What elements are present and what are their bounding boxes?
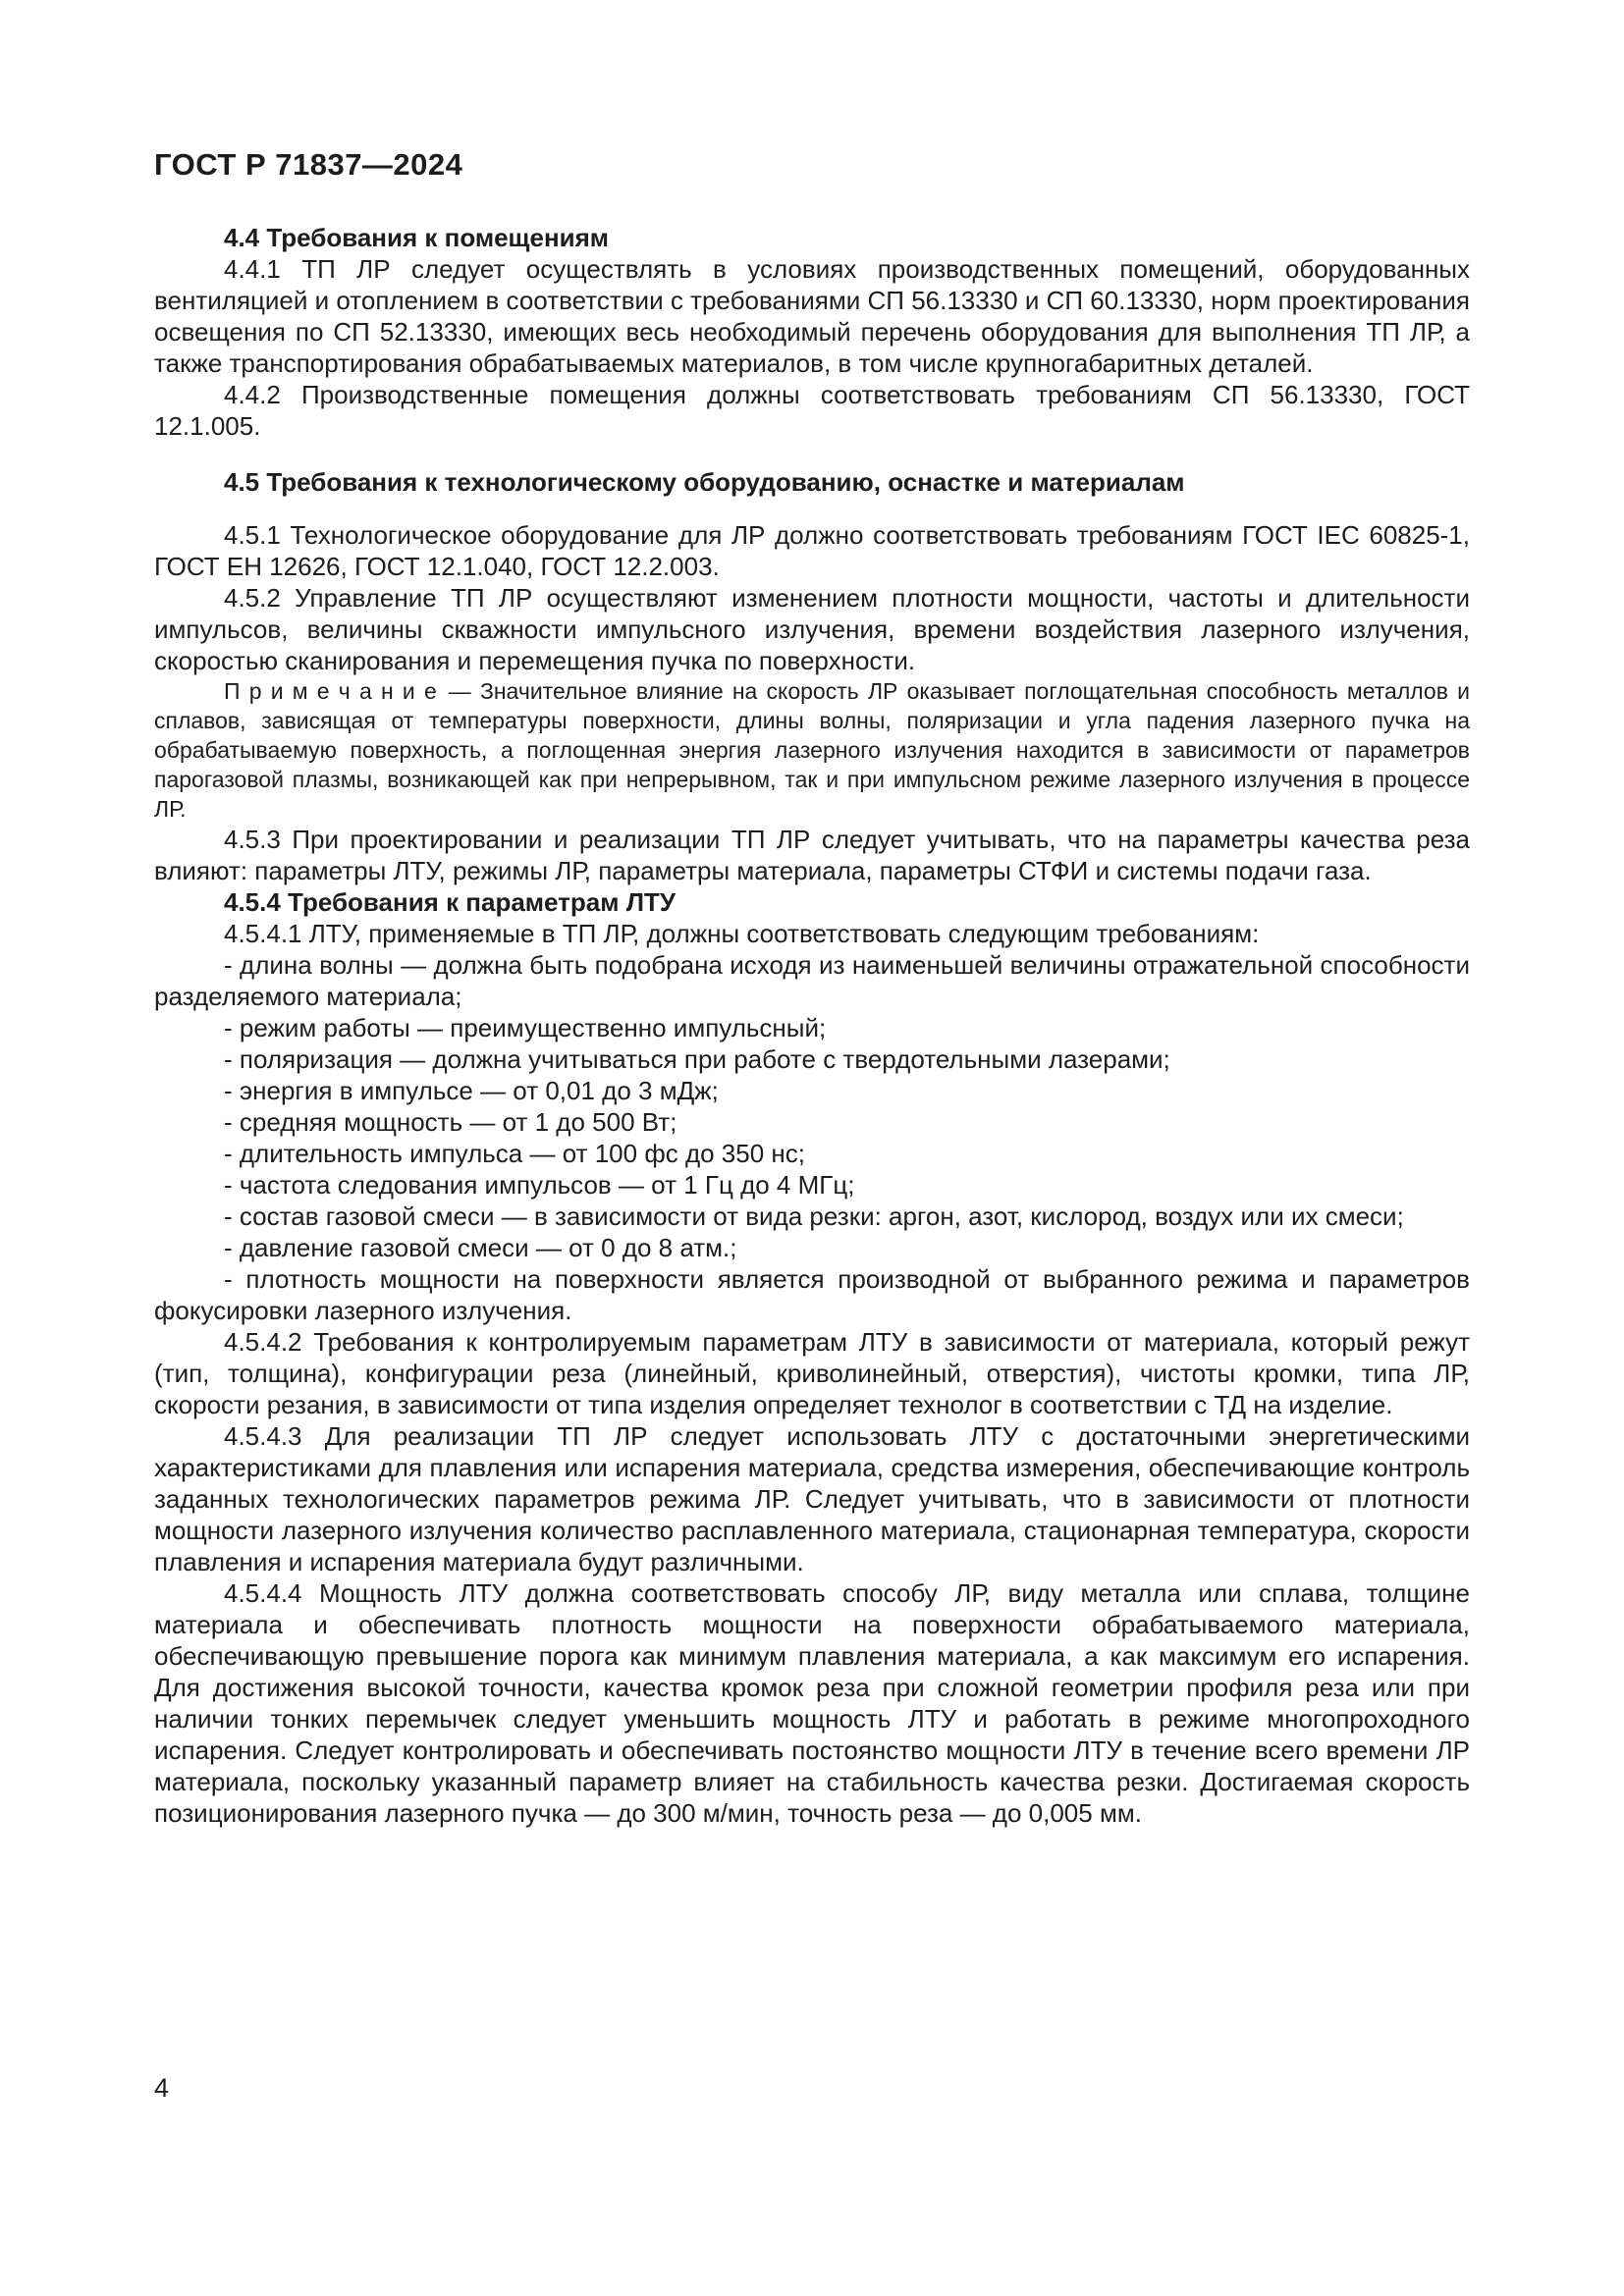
note-label: П р и м е ч а н и е xyxy=(224,678,437,704)
list-item-pulse-frequency: - частота следования импульсов — от 1 Гц до 4 МГц; xyxy=(224,1170,855,1200)
page-number: 4 xyxy=(154,2073,170,2103)
paragraph-4-5-3: 4.5.3 При проектировании и реализации ТП ЛР следует учитывать, что на параметры качества реза влияют: параметры ЛТУ, режимы ЛР, параметры материала, параметры СТФИ и системы подачи газа. xyxy=(154,825,1470,885)
list-item-polarization: - поляризация — должна учитываться при работе с твердотельными лазерами; xyxy=(224,1044,1170,1074)
list-item-pulse-duration: - длительность импульса — от 100 фс до 350 нс; xyxy=(224,1139,805,1168)
paragraph-4-5-4-4: 4.5.4.4 Мощность ЛТУ должна соответствовать способу ЛР, виду металла или сплава, толщине материала и обеспечивать плотность мощности на поверхности обрабатываемого материала, обеспечивающую превышение порога как минимум плавления материала, а как максимум его испарения. Для достижения высокой точности, качества кромок реза при сложной геометрии профиля реза или при наличии тонких перемычек следует уменьшить мощность ЛТУ и работать в режиме многопроходного испарения. Следует контролировать и обеспечивать постоянство мощности ЛТУ в течение всего времени ЛР материала, поскольку указанный параметр влияет на стабильность качества резки. Достигаемая скорость позиционирования лазерного пучка — до 300 м/мин, точность реза — до 0,005 мм. xyxy=(154,1578,1470,1828)
note-text: — Значительное влияние на скорость ЛР оказывает поглощательная способность металлов и сплавов, зависящая от температуры поверхности, длины волны, поляризации и угла падения лазерного пучка на обрабатываемую поверхность, а поглощенная энергия лазерного излучения находится в зависимости от параметров парогазовой плазмы, возникающей как при непрерывном, так и при импульсном режиме лазерного излучения в процессе ЛР. xyxy=(154,678,1470,822)
list-item-gas-pressure: - давление газовой смеси — от 0 до 8 атм.; xyxy=(224,1233,737,1262)
list-item-gas-composition: - состав газовой смеси — в зависимости от вида резки: аргон, азот, кислород, воздух или их смеси; xyxy=(224,1201,1404,1231)
paragraph-4-4-1: 4.4.1 ТП ЛР следует осуществлять в условиях производственных помещений, оборудованных вентиляцией и отоплением в соответствии с требованиями СП 56.13330 и СП 60.13330, норм проектирования освещения по СП 52.13330, имеющих весь необходимый перечень оборудования для выполнения ТП ЛР, а также транспортирования обрабатываемых материалов, в том числе крупногабаритных деталей. xyxy=(154,254,1470,378)
list-item-average-power: - средняя мощность — от 1 до 500 Вт; xyxy=(224,1107,677,1137)
list-item-operating-mode: - режим работы — преимущественно импульсный; xyxy=(224,1013,827,1042)
subsection-heading-4-5-4: 4.5.4 Требования к параметрам ЛТУ xyxy=(224,887,676,917)
list-item-pulse-energy: - энергия в импульсе — от 0,01 до 3 мДж; xyxy=(224,1076,719,1105)
document-number: ГОСТ Р 71837—2024 xyxy=(154,147,463,182)
paragraph-4-5-2: 4.5.2 Управление ТП ЛР осуществляют изменением плотности мощности, частоты и длительности импульсов, величины скважности импульсного излучения, времени воздействия лазерного излучения, скоростью сканирования и перемещения пучка по поверхности. xyxy=(154,583,1470,675)
section-heading-4-5: 4.5 Требования к технологическому оборудованию, оснастке и материалам xyxy=(224,467,1185,497)
paragraph-4-4-2: 4.4.2 Производственные помещения должны соответствовать требованиям СП 56.13330, ГОСТ 12.1.005. xyxy=(154,380,1470,441)
paragraph-4-5-4-2: 4.5.4.2 Требования к контролируемым параметрам ЛТУ в зависимости от материала, который режут (тип, толщина), конфигурации реза (линейный, криволинейный, отверстия), чистоты кромки, типа ЛР, скорости резания, в зависимости от типа изделия определяет технолог в соответствии с ТД на изделие. xyxy=(154,1327,1470,1419)
list-item-wavelength: - длина волны — должна быть подобрана исходя из наименьшей величины отражательной способности разделяемого материала; xyxy=(154,950,1470,1011)
note-4-5-2 xyxy=(154,676,1470,824)
section-heading-4-4: 4.4 Требования к помещениям xyxy=(224,223,610,252)
document-content xyxy=(154,222,1470,1829)
paragraph-4-5-4-1: 4.5.4.1 ЛТУ, применяемые в ТП ЛР, должны соответствовать следующим требованиям: xyxy=(224,919,1260,948)
list-item-power-density: - плотность мощности на поверхности является производной от выбранного режима и параметров фокусировки лазерного излучения. xyxy=(154,1264,1470,1325)
paragraph-4-5-4-3: 4.5.4.3 Для реализации ТП ЛР следует использовать ЛТУ с достаточными энергетическими характеристиками для плавления или испарения материала, средства измерения, обеспечивающие контроль заданных технологических параметров режима ЛР. Следует учитывать, что в зависимости от плотности мощности лазерного излучения количество расплавленного материала, стационарная температура, скорости плавления и испарения материала будут различными. xyxy=(154,1421,1470,1576)
paragraph-4-5-1: 4.5.1 Технологическое оборудование для ЛР должно соответствовать требованиям ГОСТ IEC 60825-1, ГОСТ ЕН 12626, ГОСТ 12.1.040, ГОСТ 12.2.003. xyxy=(154,520,1470,581)
